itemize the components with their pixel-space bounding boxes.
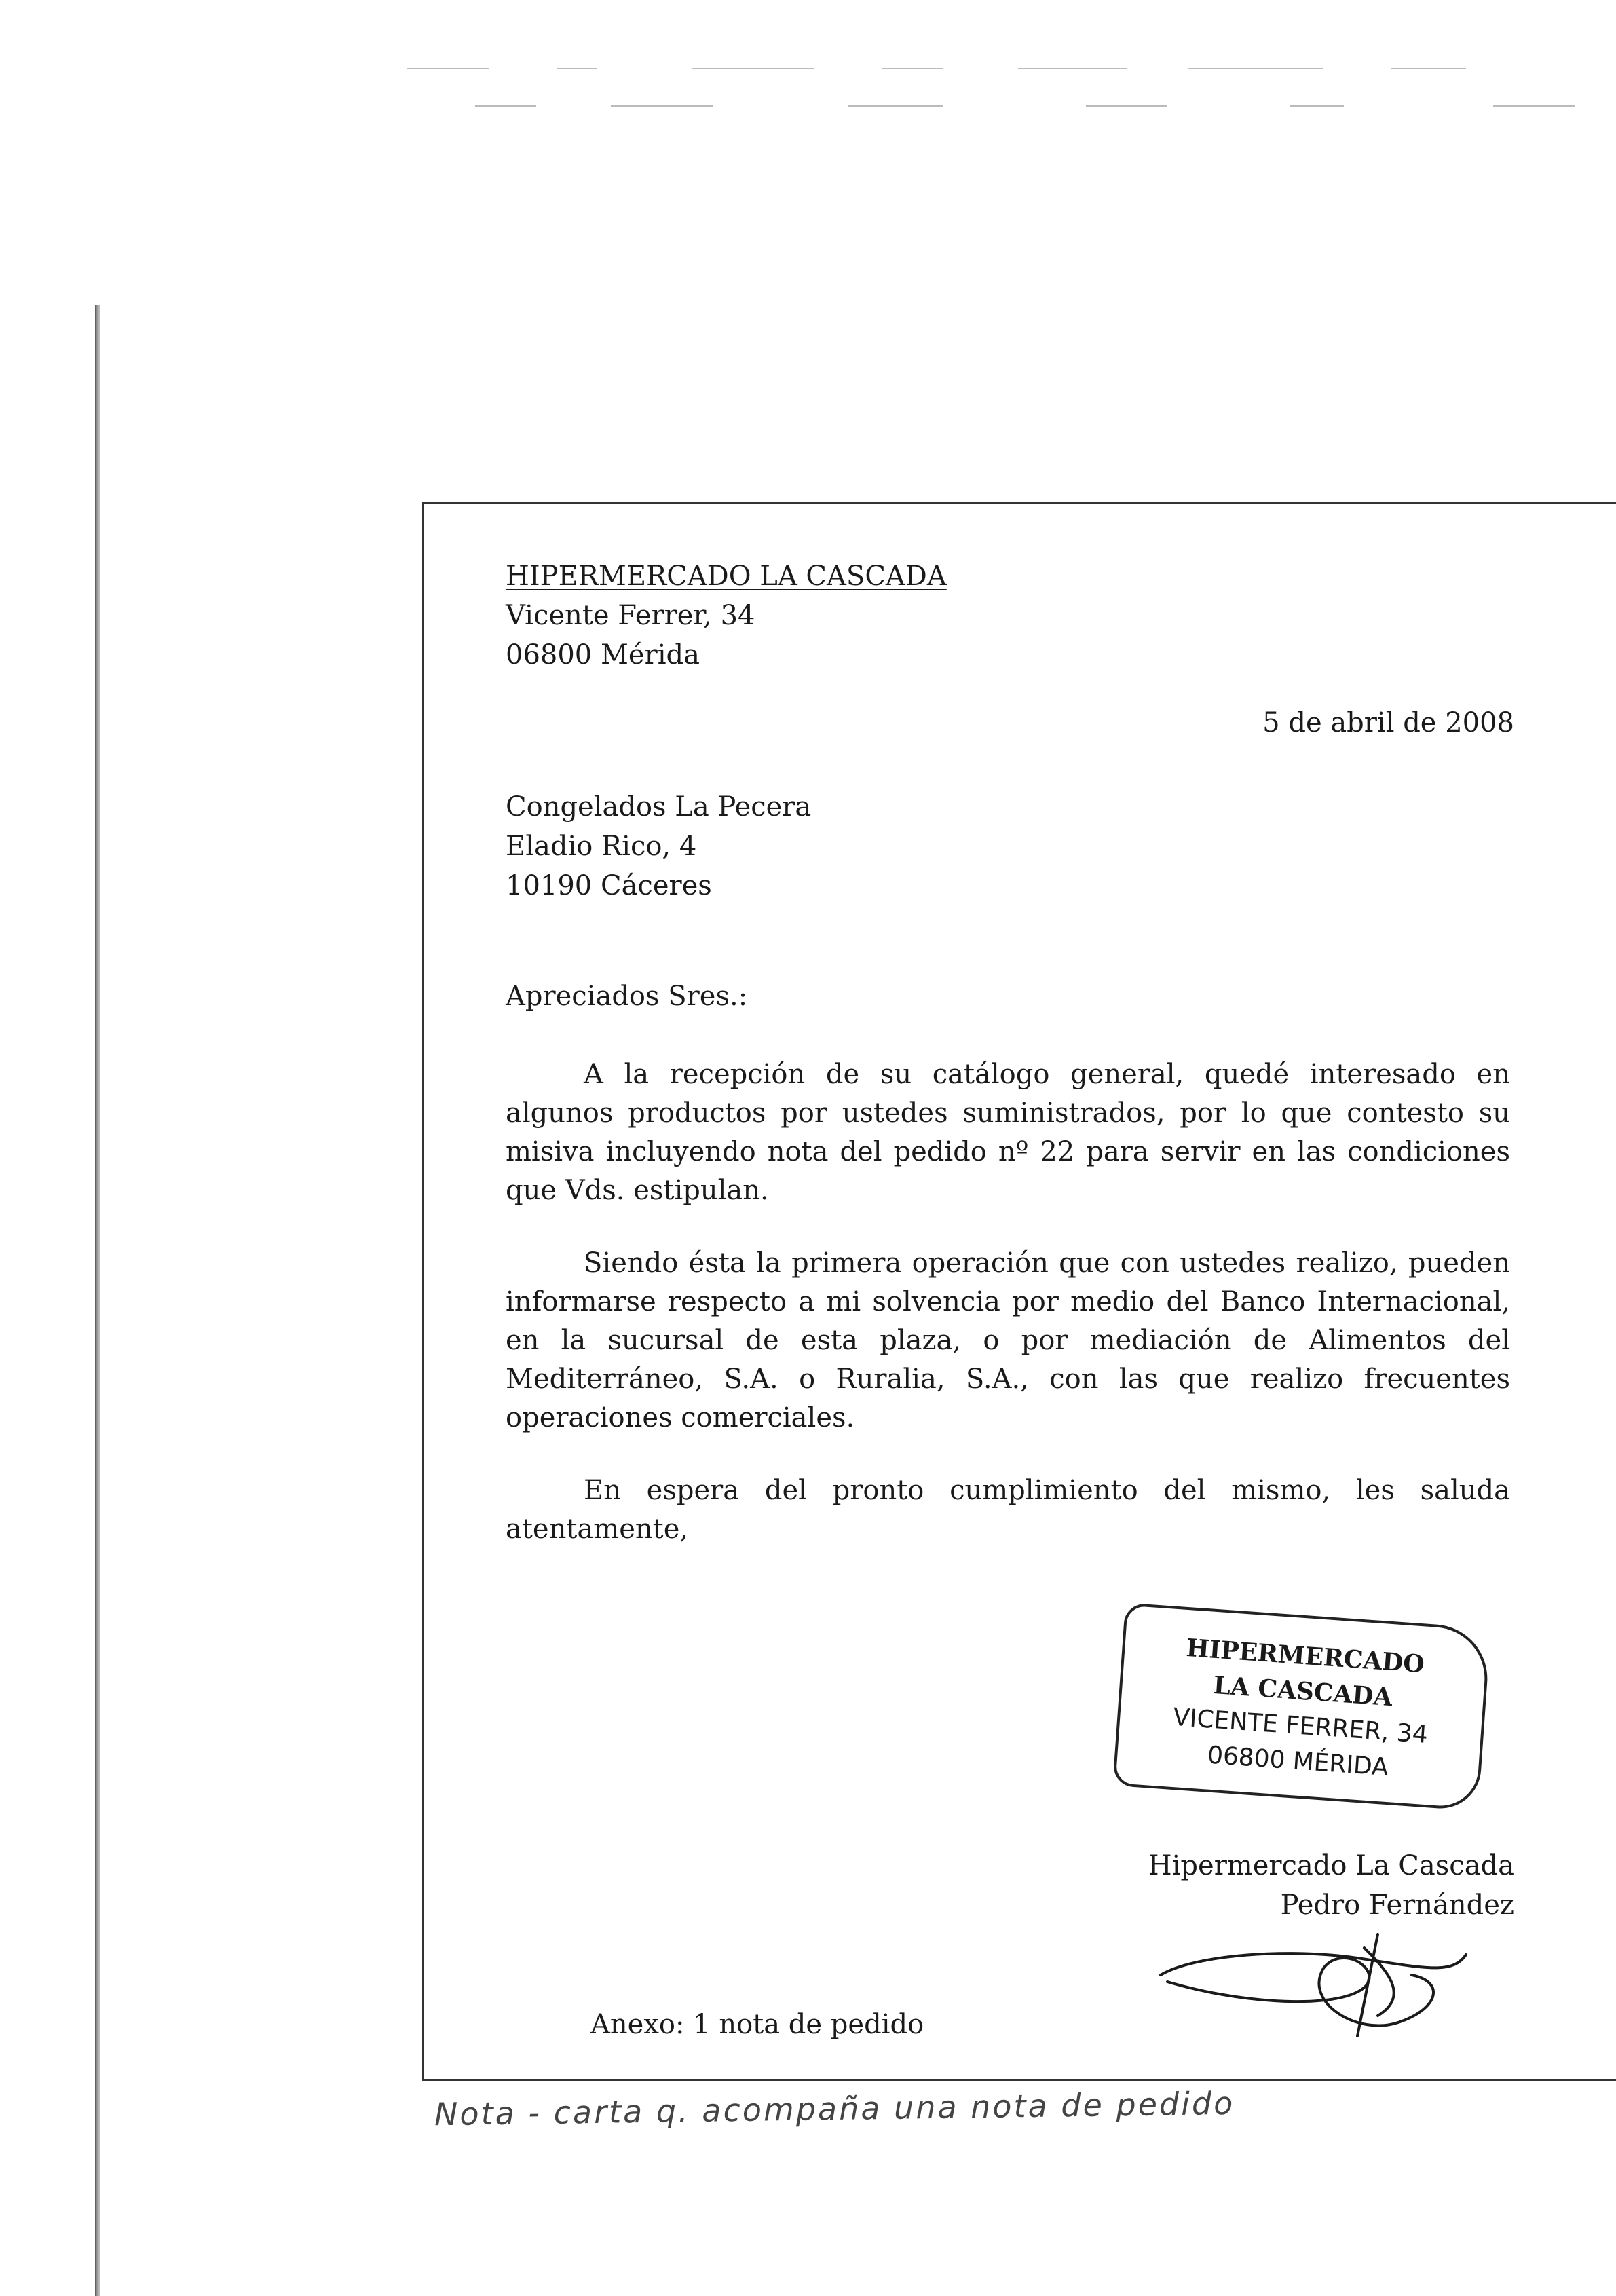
sender-city: 06800 Mérida xyxy=(506,639,700,671)
scan-noise xyxy=(407,64,1602,112)
letter-body xyxy=(506,1055,1510,1583)
recipient-name: Congelados La Pecera xyxy=(506,791,812,823)
sender-street: Vicente Ferrer, 34 xyxy=(506,600,755,631)
stamp-line: LA CASCADA xyxy=(1212,1670,1393,1712)
stamp-line: HIPERMERCADO xyxy=(1185,1633,1426,1679)
salutation: Apreciados Sres.: xyxy=(506,981,748,1012)
stamp-line: VICENTE FERRER, 34 xyxy=(1171,1703,1429,1750)
recipient-address xyxy=(506,787,811,905)
body-paragraph: En espera del pronto cumplimiento del mismo, les saluda atentamente, xyxy=(506,1475,1510,1545)
annex-note: Anexo: 1 nota de pedido xyxy=(590,2009,924,2040)
sender-address xyxy=(506,557,947,675)
handwritten-note: Nota - carta q. acompaña una nota de pedido xyxy=(434,2084,1235,2133)
signature-block xyxy=(1148,1846,1514,1925)
letter-date: 5 de abril de 2008 xyxy=(1262,707,1514,738)
body-paragraph: Siendo ésta la primera operación que con ustedes realizo, pueden informarse respecto a mi solvencia por medio del Banco Internacional, en la sucursal de esta plaza, o por mediación de Alimentos del Mediterráneo, S.A. o Ruralia, S.A., con las que realizo frecuentes operaciones comerciales. xyxy=(506,1247,1510,1433)
stamp-line: 06800 MÉRIDA xyxy=(1206,1741,1390,1782)
signature-person: Pedro Fernández xyxy=(1280,1889,1514,1921)
sender-name: HIPERMERCADO LA CASCADA xyxy=(506,561,947,592)
recipient-city: 10190 Cáceres xyxy=(506,870,712,901)
scan-edge xyxy=(95,305,100,2296)
signature-company: Hipermercado La Cascada xyxy=(1148,1850,1514,1881)
company-stamp xyxy=(1112,1602,1491,1811)
handwritten-signature xyxy=(1154,1927,1473,2043)
body-paragraph: A la recepción de su catálogo general, quedé interesado en algunos productos por ustedes suministrados, por lo que contesto su misiva incluyendo nota del pedido nº 22 para servir en las condiciones que Vds. estipulan. xyxy=(506,1059,1510,1206)
recipient-street: Eladio Rico, 4 xyxy=(506,831,697,862)
